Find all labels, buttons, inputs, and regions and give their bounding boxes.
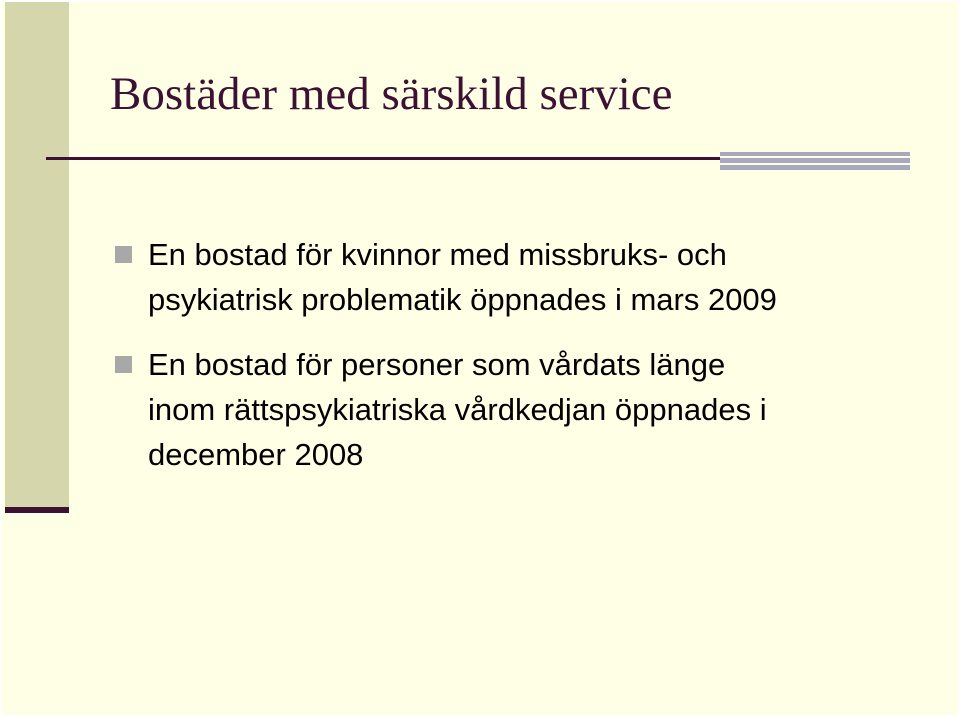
bullet-text-line: En bostad för personer som vårdats länge: [148, 347, 726, 382]
bullet-text-line: inom rättspsykiatriska vårdkedjan öppnades i: [148, 392, 767, 427]
bullet-item: [112, 232, 912, 322]
square-bullet-icon: [115, 356, 132, 373]
square-bullet-icon: [115, 246, 132, 263]
side-decoration-band: [5, 2, 69, 512]
bullet-text-line: december 2008: [148, 437, 364, 472]
slide-title: Bostäder med särskild service: [110, 68, 673, 120]
bullet-item: [112, 342, 912, 477]
bullet-text-line: En bostad för kvinnor med missbruks- och: [148, 237, 727, 272]
side-decoration-line: [5, 507, 69, 513]
title-underline: [46, 157, 720, 160]
bullet-list: [112, 232, 912, 477]
bullet-text-line: psykiatrisk problematik öppnades i mars 2009: [148, 282, 777, 317]
slide: [2, 2, 958, 715]
title-underline-accent: [720, 152, 910, 170]
